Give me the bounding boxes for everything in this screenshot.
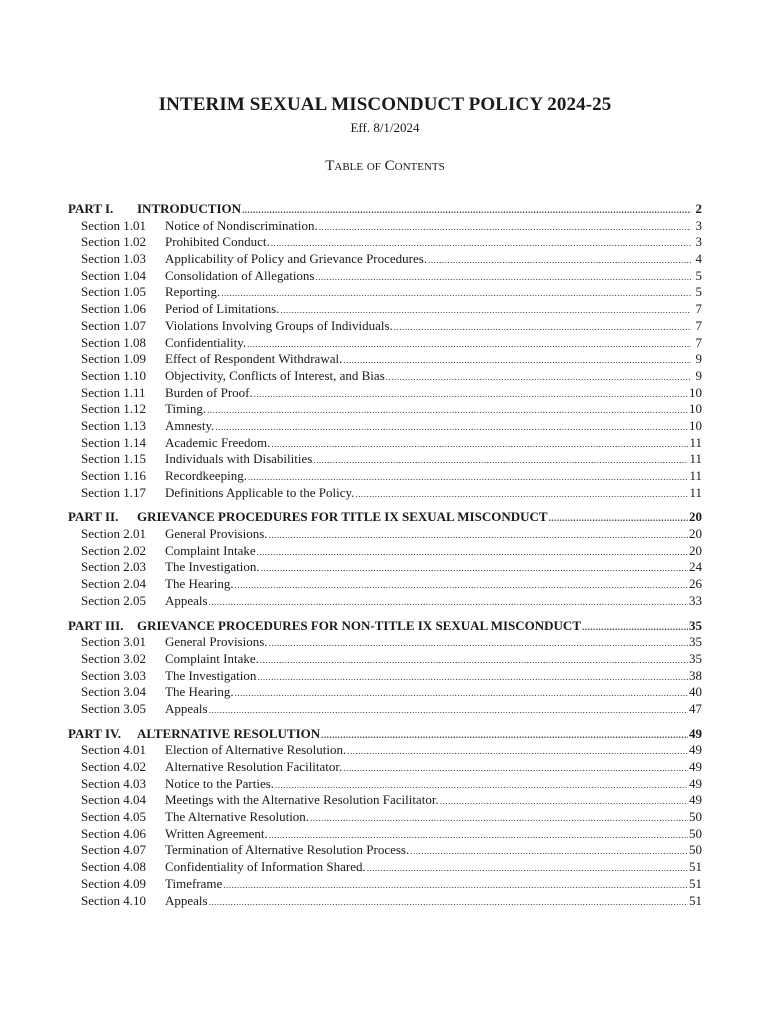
section-number: Section 1.02 xyxy=(81,234,146,250)
section-number: Section 1.11 xyxy=(81,384,146,400)
page-number: 11 xyxy=(689,484,702,500)
toc-part-entry[interactable] xyxy=(68,201,702,218)
toc-section-entry[interactable] xyxy=(68,893,702,910)
toc-section-entry[interactable] xyxy=(68,251,702,268)
section-number: Section 2.05 xyxy=(81,592,146,608)
dot-leader xyxy=(386,369,691,386)
section-title: Complaint Intake. xyxy=(165,650,259,666)
section-number: Section 1.06 xyxy=(81,301,146,317)
toc-section-entry[interactable] xyxy=(68,543,702,560)
section-title: Appeals xyxy=(165,592,208,608)
dot-leader xyxy=(269,527,688,544)
section-number: Section 1.16 xyxy=(81,468,146,483)
document-title: INTERIM SEXUAL MISCONDUCT POLICY 2024-25 xyxy=(158,94,612,115)
section-title: Prohibited Conduct. xyxy=(165,234,270,250)
toc-heading: Table of Contents xyxy=(325,158,445,174)
page-number: 35 xyxy=(689,617,702,633)
page-number: 49 xyxy=(689,725,702,741)
dot-leader xyxy=(257,544,688,561)
part-title: GRIEVANCE PROCEDURES FOR TITLE IX SEXUAL MISCONDUCT xyxy=(137,509,548,525)
toc-section-entry[interactable] xyxy=(68,318,702,335)
section-number: Section 4.03 xyxy=(81,775,146,791)
toc-section-entry[interactable] xyxy=(68,485,702,502)
dot-leader xyxy=(209,894,688,911)
page-number: 9 xyxy=(695,367,702,383)
toc-part xyxy=(68,201,702,501)
page-number: 38 xyxy=(689,667,702,683)
section-title: Amnesty. xyxy=(165,417,215,433)
page-number: 35 xyxy=(689,650,702,666)
section-title: The Investigation. xyxy=(165,559,260,575)
toc-section-entry[interactable] xyxy=(68,268,702,285)
section-title: The Alternative Resolution. xyxy=(165,809,310,825)
section-number: Section 1.09 xyxy=(81,351,146,367)
page-number: 49 xyxy=(689,759,702,774)
section-number: Section 2.03 xyxy=(81,559,146,575)
page-number: 9 xyxy=(695,351,702,367)
section-title: Alternative Resolution Facilitator. xyxy=(165,759,343,774)
toc-section-entry[interactable] xyxy=(68,284,702,301)
page-number: 50 xyxy=(689,825,702,841)
page-number: 51 xyxy=(689,892,702,908)
section-title: Violations Involving Groups of Individuals. xyxy=(165,317,393,333)
dot-leader xyxy=(367,860,688,877)
toc-section-entry[interactable] xyxy=(68,634,702,651)
page-number: 20 xyxy=(689,526,702,542)
dot-leader xyxy=(313,452,688,469)
toc-section-entry[interactable] xyxy=(68,351,702,368)
toc-section-entry[interactable] xyxy=(68,759,702,776)
section-title: Timeframe xyxy=(165,875,223,891)
dot-leader xyxy=(271,436,688,453)
toc-section-entry[interactable] xyxy=(68,234,702,251)
dot-leader xyxy=(257,669,688,686)
toc-section-entry[interactable] xyxy=(68,593,702,610)
dot-leader xyxy=(254,386,688,403)
section-number: Section 1.10 xyxy=(81,367,146,383)
page-number: 3 xyxy=(695,234,702,250)
dot-leader xyxy=(209,702,688,719)
page-number: 20 xyxy=(689,509,702,525)
dot-leader xyxy=(235,577,688,594)
dot-leader xyxy=(310,810,688,827)
section-number: Section 3.01 xyxy=(81,634,146,650)
section-title: Recordkeeping. xyxy=(165,468,247,483)
page-number: 47 xyxy=(689,700,702,716)
dot-leader xyxy=(269,827,688,844)
page-number: 11 xyxy=(689,451,702,467)
section-title: Confidentiality. xyxy=(165,334,247,350)
section-number: Section 1.05 xyxy=(81,284,146,300)
toc-part xyxy=(68,726,702,910)
toc-section-entry[interactable] xyxy=(68,418,702,435)
dot-leader xyxy=(440,793,688,810)
section-title: Termination of Alternative Resolution Process. xyxy=(165,842,410,858)
section-title: Meetings with the Alternative Resolution Facilitator. xyxy=(165,792,439,808)
page-number: 51 xyxy=(689,875,702,891)
toc-section-entry[interactable] xyxy=(68,335,702,352)
section-title: The Hearing. xyxy=(165,576,234,592)
page-number: 40 xyxy=(689,684,702,700)
section-number: Section 3.05 xyxy=(81,700,146,716)
section-number: Section 1.14 xyxy=(81,434,146,450)
dot-leader xyxy=(343,760,688,777)
toc-section-entry[interactable] xyxy=(68,218,702,235)
toc-section-entry[interactable] xyxy=(68,468,702,485)
toc-part-entry[interactable] xyxy=(68,509,702,526)
dot-leader xyxy=(343,352,691,369)
section-number: Section 1.13 xyxy=(81,417,146,433)
dot-leader xyxy=(235,685,688,702)
page-number: 51 xyxy=(689,859,702,875)
dot-leader xyxy=(269,635,688,652)
section-title: General Provisions. xyxy=(165,634,268,650)
section-number: Section 4.06 xyxy=(81,825,146,841)
section-number: Section 3.03 xyxy=(81,667,146,683)
toc-section-entry[interactable] xyxy=(68,701,702,718)
page-number: 10 xyxy=(689,417,702,433)
dot-leader xyxy=(321,727,688,744)
table-of-contents xyxy=(68,201,702,917)
section-title: Burden of Proof. xyxy=(165,384,253,400)
dot-leader xyxy=(260,652,688,669)
dot-leader xyxy=(280,302,691,319)
section-number: Section 4.05 xyxy=(81,809,146,825)
section-title: Consolidation of Allegations xyxy=(165,267,315,283)
page-number: 7 xyxy=(695,334,702,350)
section-number: Section 1.15 xyxy=(81,451,146,467)
page-number: 10 xyxy=(689,384,702,400)
dot-leader xyxy=(248,469,689,486)
page-number: 5 xyxy=(695,284,702,300)
page-number: 50 xyxy=(689,809,702,825)
section-title: Timing. xyxy=(165,401,207,417)
toc-section-entry[interactable] xyxy=(68,401,702,418)
page-number: 5 xyxy=(695,267,702,283)
section-title: Academic Freedom. xyxy=(165,434,271,450)
section-title: General Provisions. xyxy=(165,526,268,542)
section-number: Section 1.17 xyxy=(81,484,146,500)
page-number: 20 xyxy=(689,542,702,558)
toc-part xyxy=(68,509,702,609)
toc-section-entry[interactable] xyxy=(68,526,702,543)
toc-section-entry[interactable] xyxy=(68,842,702,859)
part-number: PART I. xyxy=(68,201,114,216)
section-title: Period of Limitations. xyxy=(165,301,280,317)
part-number: PART II. xyxy=(68,509,119,525)
section-title: Objectivity, Conflicts of Interest, and Bias xyxy=(165,367,385,383)
section-title: Notice of Nondiscrimination. xyxy=(165,217,318,233)
toc-section-entry[interactable] xyxy=(68,776,702,793)
part-number: PART III. xyxy=(68,617,124,633)
page-number: 7 xyxy=(695,301,702,317)
page-number: 33 xyxy=(689,592,702,608)
section-number: Section 4.10 xyxy=(81,892,146,908)
toc-section-entry[interactable] xyxy=(68,792,702,809)
toc-section-entry[interactable] xyxy=(68,368,702,385)
dot-leader xyxy=(316,269,692,286)
section-number: Section 4.08 xyxy=(81,859,146,875)
section-number: Section 4.04 xyxy=(81,792,146,808)
page-number: 4 xyxy=(695,251,702,267)
toc-part xyxy=(68,618,702,718)
toc-section-entry[interactable] xyxy=(68,301,702,318)
page-number: 49 xyxy=(689,742,702,758)
section-number: Section 3.04 xyxy=(81,684,146,700)
section-number: Section 3.02 xyxy=(81,650,146,666)
section-title: Written Agreement. xyxy=(165,825,268,841)
dot-leader xyxy=(394,319,691,336)
section-title: Complaint Intake xyxy=(165,542,256,558)
dot-leader xyxy=(428,252,691,269)
toc-section-entry[interactable] xyxy=(68,742,702,759)
toc-section-entry[interactable] xyxy=(68,435,702,452)
section-number: Section 1.08 xyxy=(81,334,146,350)
toc-section-entry[interactable] xyxy=(68,826,702,843)
toc-section-entry[interactable] xyxy=(68,876,702,893)
effective-date: Eff. 8/1/2024 xyxy=(350,120,420,135)
part-number: PART IV. xyxy=(68,725,122,741)
toc-part-entry[interactable] xyxy=(68,618,702,635)
section-number: Section 1.04 xyxy=(81,267,146,283)
dot-leader xyxy=(215,419,688,436)
part-title: GRIEVANCE PROCEDURES FOR NON-TITLE IX SEXUAL MISCONDUCT xyxy=(137,617,581,633)
section-number: Section 1.07 xyxy=(81,317,146,333)
section-title: Notice to the Parties. xyxy=(165,775,275,791)
toc-section-entry[interactable] xyxy=(68,651,702,668)
section-number: Section 4.09 xyxy=(81,875,146,891)
part-title: ALTERNATIVE RESOLUTION xyxy=(137,725,321,741)
toc-part-entry[interactable] xyxy=(68,726,702,743)
dot-leader xyxy=(242,202,691,219)
page-number: 24 xyxy=(689,559,702,575)
section-number: Section 2.01 xyxy=(81,526,146,542)
section-title: Effect of Respondent Withdrawal. xyxy=(165,351,343,367)
dot-leader xyxy=(261,560,688,577)
toc-section-entry[interactable] xyxy=(68,559,702,576)
page-number: 10 xyxy=(689,401,702,417)
page-number: 50 xyxy=(689,842,702,858)
section-number: Section 4.01 xyxy=(81,742,146,758)
page-number: 35 xyxy=(689,634,702,650)
dot-leader xyxy=(209,594,688,611)
section-number: Section 2.02 xyxy=(81,542,146,558)
page-number: 7 xyxy=(695,317,702,333)
section-number: Section 4.07 xyxy=(81,842,146,858)
section-title: The Hearing. xyxy=(165,684,234,700)
toc-section-entry[interactable] xyxy=(68,859,702,876)
section-title: Election of Alternative Resolution. xyxy=(165,742,347,758)
section-title: Appeals xyxy=(165,700,208,716)
dot-leader xyxy=(271,235,691,252)
section-number: Section 1.03 xyxy=(81,251,146,267)
section-number: Section 4.02 xyxy=(81,759,146,774)
toc-section-entry[interactable] xyxy=(68,576,702,593)
toc-section-entry[interactable] xyxy=(68,809,702,826)
section-title: Appeals xyxy=(165,892,208,908)
page-number: 11 xyxy=(689,468,702,483)
part-title: INTRODUCTION xyxy=(137,201,242,216)
section-title: Definitions Applicable to the Policy. xyxy=(165,484,355,500)
page-number: 26 xyxy=(689,576,702,592)
section-title: Confidentiality of Information Shared. xyxy=(165,859,366,875)
page-number: 49 xyxy=(689,792,702,808)
dot-leader xyxy=(319,219,691,236)
section-number: Section 1.01 xyxy=(81,217,146,233)
page-number: 3 xyxy=(695,217,702,233)
page-number: 11 xyxy=(689,434,702,450)
section-number: Section 1.12 xyxy=(81,401,146,417)
section-title: Reporting. xyxy=(165,284,221,300)
dot-leader xyxy=(582,619,688,636)
dot-leader xyxy=(247,336,691,353)
dot-leader xyxy=(223,877,688,894)
section-title: The Investigation xyxy=(165,667,257,683)
section-title: Individuals with Disabilities xyxy=(165,451,313,467)
dot-leader xyxy=(207,402,688,419)
page-number: 2 xyxy=(695,201,702,216)
dot-leader xyxy=(355,486,688,503)
section-title: Applicability of Policy and Grievance Procedures. xyxy=(165,251,428,267)
page-number: 49 xyxy=(689,775,702,791)
dot-leader xyxy=(549,510,688,527)
dot-leader xyxy=(221,285,691,302)
dot-leader xyxy=(410,843,688,860)
toc-section-entry[interactable] xyxy=(68,668,702,685)
dot-leader xyxy=(275,777,688,794)
toc-section-entry[interactable] xyxy=(68,451,702,468)
toc-section-entry[interactable] xyxy=(68,385,702,402)
section-number: Section 2.04 xyxy=(81,576,146,592)
toc-section-entry[interactable] xyxy=(68,684,702,701)
dot-leader xyxy=(347,743,688,760)
